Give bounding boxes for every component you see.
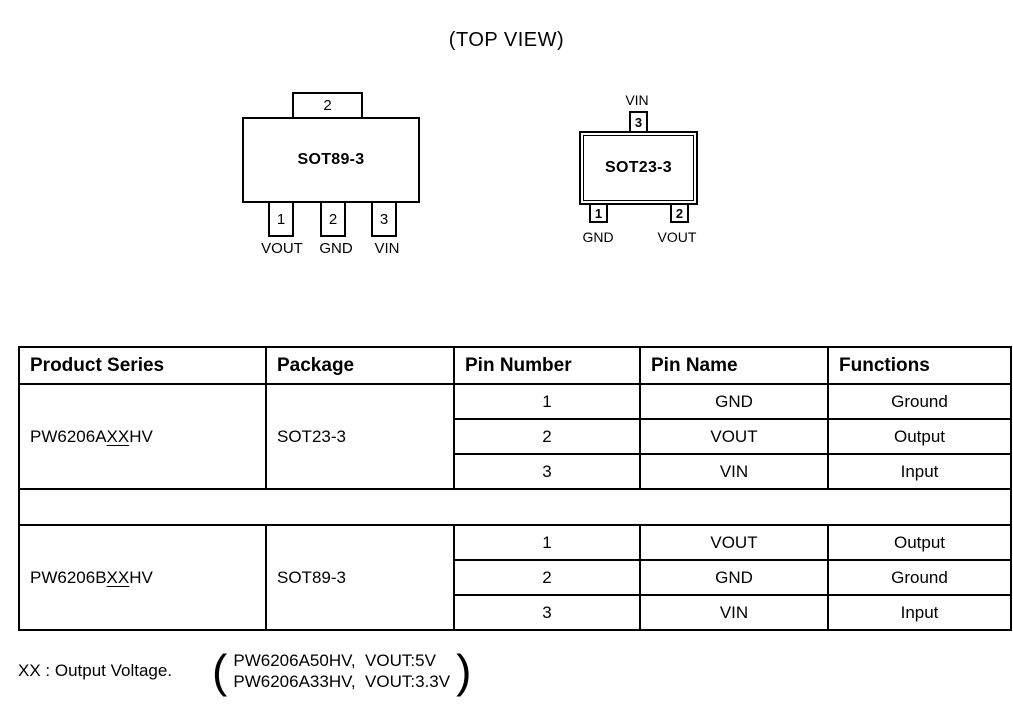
table-row (19, 525, 1011, 560)
pin-number-cell: 3 (454, 454, 640, 489)
sot89-pin-2-label: GND (319, 240, 353, 257)
product-series-b-cell (19, 525, 266, 630)
function-cell: Output (828, 419, 1011, 454)
header-product-series: Product Series (19, 347, 266, 384)
product-series-b-prefix: PW6206B (30, 567, 107, 587)
sot23-package-label: SOT23-3 (604, 159, 672, 176)
function-cell: Input (828, 595, 1011, 630)
sot89-pin-1-label: VOUT (261, 240, 303, 257)
sot89-pin-3-label: VIN (374, 240, 400, 257)
product-series-a-prefix: PW6206A (30, 426, 107, 446)
pin-name-cell: GND (640, 384, 828, 419)
sot89-pin-1-number: 1 (276, 210, 286, 228)
spacer-cell (19, 489, 1011, 525)
sot23-package-inner-outline (583, 135, 694, 201)
header-functions: Functions (828, 347, 1011, 384)
pin-number-cell: 2 (454, 560, 640, 595)
sot89-pin-2 (320, 201, 346, 237)
pin-number-cell: 1 (454, 384, 640, 419)
footer-note-row (18, 644, 477, 698)
table-spacer-row (19, 489, 1011, 525)
header-package: Package (266, 347, 454, 384)
sot89-pin-2-number: 2 (328, 210, 338, 228)
sot89-package-label: SOT89-3 (297, 151, 365, 168)
pin-name-cell: VIN (640, 595, 828, 630)
pin-number-cell: 3 (454, 595, 640, 630)
sot23-package-body (579, 131, 698, 205)
sot23-pin-3-number: 3 (634, 114, 643, 130)
voltage-examples (233, 650, 450, 692)
package-b-cell: SOT89-3 (266, 525, 454, 630)
voltage-example-5v: PW6206A50HV, VOUT:5V (233, 651, 436, 670)
pin-description-table (18, 346, 1012, 631)
close-paren: ) (456, 645, 472, 697)
sot89-pin-1 (268, 201, 294, 237)
pin-name-cell: VOUT (640, 525, 828, 560)
pin-number-cell: 2 (454, 419, 640, 454)
sot89-package-body (242, 117, 420, 203)
output-voltage-note: XX : Output Voltage. (18, 661, 173, 680)
package-a-cell: SOT23-3 (266, 384, 454, 489)
pin-name-cell: VOUT (640, 419, 828, 454)
function-cell: Ground (828, 560, 1011, 595)
function-cell: Ground (828, 384, 1011, 419)
header-pin-number: Pin Number (454, 347, 640, 384)
sot23-pin-3 (629, 111, 648, 133)
product-series-a-cell (19, 384, 266, 489)
pin-name-cell: VIN (640, 454, 828, 489)
sot23-pin-1-label: GND (582, 229, 614, 245)
product-series-a-underlined: XX (106, 426, 130, 446)
function-cell: Output (828, 525, 1011, 560)
sot89-top-tab (292, 92, 363, 119)
open-paren: ( (212, 645, 228, 697)
sot23-top-pin-label: VIN (625, 92, 649, 108)
page-title: (TOP VIEW) (448, 29, 565, 51)
sot23-pin-1-number: 1 (594, 205, 603, 221)
voltage-example-3v3: PW6206A33HV, VOUT:3.3V (233, 672, 451, 691)
header-pin-name: Pin Name (640, 347, 828, 384)
function-cell: Input (828, 454, 1011, 489)
table-header-row (19, 347, 1011, 384)
sot89-pin-3-number: 3 (379, 210, 389, 228)
product-series-a-suffix: HV (129, 426, 153, 446)
pin-name-cell: GND (640, 560, 828, 595)
sot23-pin-1 (589, 203, 608, 223)
sot89-top-tab-pin-number: 2 (323, 97, 332, 114)
sot23-pin-2-number: 2 (675, 205, 684, 221)
sot89-pin-3 (371, 201, 397, 237)
product-series-b-suffix: HV (129, 567, 153, 587)
product-series-b-underlined: XX (106, 567, 130, 587)
pin-number-cell: 1 (454, 525, 640, 560)
table-row (19, 384, 1011, 419)
sot23-pin-2-label: VOUT (657, 229, 697, 245)
sot23-pin-2 (670, 203, 689, 223)
